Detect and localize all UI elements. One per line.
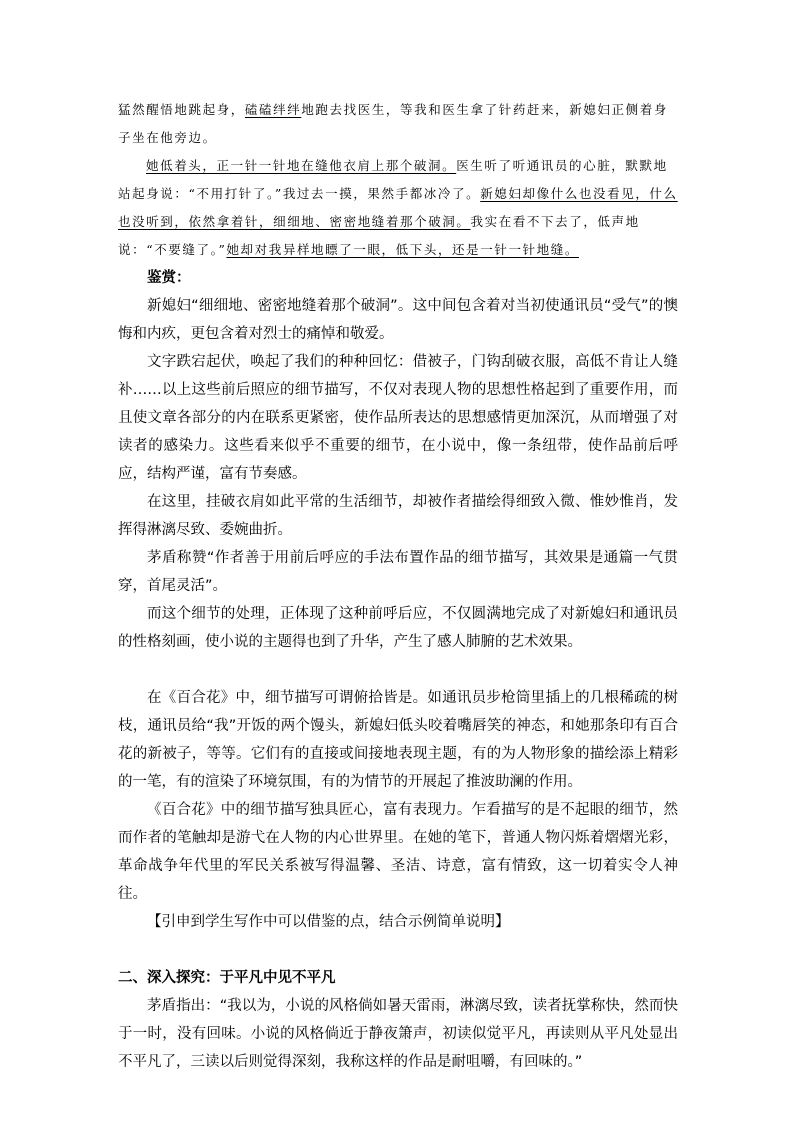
excerpt-text: 我实在看不下去了，低声地说：“不要缝了。” bbox=[118, 214, 640, 257]
appreciation-paragraph: 在这里，挂破衣肩如此平常的生活细节，却被作者描绘得细致入微、惟妙惟肖，发挥得淋漓尽致、委婉曲折。 bbox=[118, 494, 678, 538]
document-page bbox=[118, 96, 678, 1076]
excerpt-underlined-text: 她却对我异样地瞟了一眼，低下头，还是一针一针地缝。 bbox=[226, 242, 579, 257]
appreciation-paragraph: 新媳妇“细细地、密密地缝着那个破洞”。这中间包含着对当初使通讯员“受气”的懊悔和内疚，更包含着对烈士的痛悼和敬爱。 bbox=[118, 298, 678, 342]
writing-tip-note: 【引申到学生写作中可以借鉴的点，结合示例简单说明】 bbox=[147, 914, 510, 930]
appreciation-paragraph: 文字跌宕起伏，唤起了我们的种种回忆：借被子，门钩刮破衣服，高低不肯让人缝补……以上这些前后照应的细节描写，不仅对表现人物的思想性格起到了重要作用，而且使文章各部分的内在联系更紧密，使作品所表达的思想感情更加深沉，从而增强了对读者的感染力。这些看来似乎不重要的细节，在小说中，像一条纽带，使作品前后呼应，结构严谨，富有节奏感。 bbox=[118, 354, 678, 482]
excerpt-text: 地跑去找医生，等我和医生拿了针药赶来，新媳妇正侧着身子坐在他旁边。 bbox=[118, 102, 668, 145]
appreciation-heading: 鉴赏： bbox=[147, 270, 191, 286]
details-body bbox=[118, 684, 678, 936]
appreciation-paragraph: 而这个细节的处理，正体现了这种前呼后应，不仅圆满地完成了对新媳妇和通讯员的性格刻画，使小说的主题得也到了升华，产生了感人肺腑的艺术效果。 bbox=[118, 606, 678, 650]
details-paragraph: 《百合花》中的细节描写独具匠心，富有表现力。乍看描写的是不起眼的细节，然而作者的笔触却是游弋在人物的内心世界里。在她的笔下，普通人物闪烁着熠熠光彩，革命战争年代里的军民关系被写得温馨、圣洁、诗意，富有情致，这一切着实令人神往。 bbox=[118, 802, 678, 902]
excerpt-underlined-text: 她低着头，正一针一针地在缝他衣肩上那个破洞。 bbox=[146, 158, 457, 173]
section-2-body bbox=[118, 992, 678, 1076]
excerpt-text: 猛然醒悟地跳起身， bbox=[118, 102, 245, 117]
excerpt-underlined-text: 新媳妇却像什么也没看见，什么也没听到，依然拿着针，细细地、密密地缝着那个破洞。 bbox=[118, 186, 678, 229]
excerpt-underlined-text: 磕磕绊绊 bbox=[244, 102, 302, 117]
section-2-heading: 二、深入探究：于平凡中见不平凡 bbox=[118, 970, 336, 986]
appreciation-body bbox=[118, 292, 678, 656]
excerpt-paragraph-1 bbox=[118, 96, 678, 152]
excerpt-text: 医生听了听通讯员的心脏，默默地站起身说：“不用打针了。”我过去一摸，果然手都冰冷了。 bbox=[118, 158, 668, 201]
section-2-paragraph: 茅盾指出：“我以为，小说的风格倘如暑天雷雨，淋漓尽致，读者抚掌称快，然而快于一时，没有回味。小说的风格倘近于静夜箫声，初读似觉平凡，再读则从平凡处显出不平凡了，三读以后则觉得深刻，我称这样的作品是耐咀嚼，有回味的。” bbox=[118, 998, 678, 1070]
novel-excerpt bbox=[118, 96, 678, 264]
excerpt-paragraph-2 bbox=[118, 152, 678, 264]
details-paragraph: 在《百合花》中，细节描写可谓俯拾皆是。如通讯员步枪筒里插上的几根稀疏的树枝，通讯员给“我”开饭的两个馒头，新媳妇低头咬着嘴唇笑的神态，和她那条印有百合花的新被子，等等。它们有的直接或间接地表现主题，有的为人物形象的描绘添上精彩的一笔，有的渲染了环境氛围，有的为情节的开展起了推波助澜的作用。 bbox=[118, 690, 678, 790]
appreciation-paragraph: 茅盾称赞“作者善于用前后呼应的手法布置作品的细节描写，其效果是通篇一气贯穿，首尾灵活”。 bbox=[118, 550, 678, 594]
